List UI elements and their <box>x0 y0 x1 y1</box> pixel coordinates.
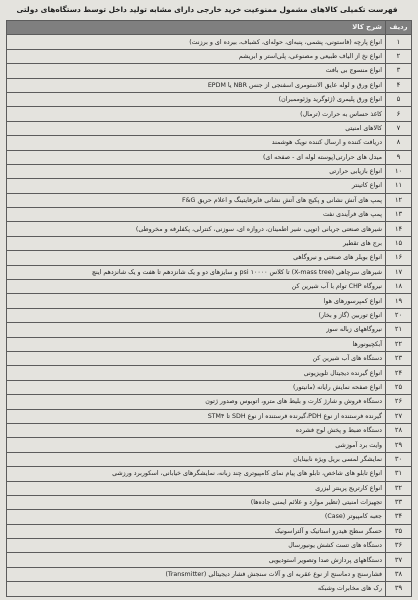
row-description: نیروگاه CHP توام با آب شیرین کن <box>7 280 386 294</box>
row-description: انواع توربین (گاز و بخار) <box>7 308 386 322</box>
row-description: تجهیزات امنیتی (تظیر موارد و علائم ایمنی جاده‌ها) <box>7 495 386 509</box>
row-number: ۳۵ <box>386 524 412 538</box>
row-description: رک های مخابرات وشبکه <box>7 582 386 596</box>
row-description: پمپ های آتش نشانی و پکیج های آتش نشانی فایرفایتینگ و اعلام حریق F&G <box>7 193 386 207</box>
row-description: انواع تابلو های شاخص، تابلو های پیام نمای کامپیوتری چند زبانه، نمایشگرهای خیابانی، اسکوربرد ورزشی <box>7 467 386 481</box>
row-number: ۳۱ <box>386 467 412 481</box>
row-number: ۲۳ <box>386 351 412 365</box>
row-description: دریافت کننده و ارسال کننده نویک هوشمند <box>7 136 386 150</box>
table-row <box>7 78 412 92</box>
row-description: آبکچیونورها <box>7 337 386 351</box>
table-row <box>7 193 412 207</box>
row-number: ۱۰ <box>386 164 412 178</box>
table-row <box>7 92 412 106</box>
table-row <box>7 395 412 409</box>
row-number: ۷ <box>386 121 412 135</box>
table-row <box>7 121 412 135</box>
row-description: دستگاههای پردازش صدا وتصویر استودیویی <box>7 553 386 567</box>
row-description: شیرهای صنعتی جریانی (توپی، شیر اطمینان، دروازه ای، سوزنی، کنترلی، پکفلرفه و مخروطی) <box>7 222 386 236</box>
row-number: ۶ <box>386 107 412 121</box>
row-number: ۱۹ <box>386 294 412 308</box>
row-description: نمایشگر لمسی بریل ویژه نابینایان <box>7 452 386 466</box>
row-number: ۳۰ <box>386 452 412 466</box>
table-row <box>7 380 412 394</box>
row-number: ۳۶ <box>386 539 412 553</box>
table-row <box>7 107 412 121</box>
table-row <box>7 150 412 164</box>
table-row <box>7 553 412 567</box>
row-description: گیرنده فرستنده از نوع PDH،گیرنده فرستنده از نوع SDH تا STM۴ <box>7 409 386 423</box>
row-description: فشارسنج و دماسنج از نوع عقربه ای و آلات سنجش فشار دیجیتالی (Transmitter) <box>7 567 386 581</box>
row-description: کاغذ حساس به حرارت (ترمال) <box>7 107 386 121</box>
row-number: ۳۹ <box>386 582 412 596</box>
row-number: ۱۸ <box>386 280 412 294</box>
row-description: جعبه کامپیوتر (Case) <box>7 510 386 524</box>
row-description: انواع ورق پلیمری (ژئوگرید وژئوممبران) <box>7 92 386 106</box>
row-number: ۲۹ <box>386 438 412 452</box>
row-number: ۳۷ <box>386 553 412 567</box>
table-row <box>7 409 412 423</box>
row-description: انواع بازیابی حرارتی <box>7 164 386 178</box>
row-description: انواع کاتینتر <box>7 179 386 193</box>
row-description: انواع ورق و لوله عایق الاستومری اسفنجی از جنس NBR یا EPDM <box>7 78 386 92</box>
row-number: ۲۵ <box>386 380 412 394</box>
row-number: ۳۲ <box>386 481 412 495</box>
row-number: ۱۲ <box>386 193 412 207</box>
table-row <box>7 49 412 63</box>
row-number: ۱۵ <box>386 236 412 250</box>
table-row <box>7 524 412 538</box>
row-number: ۱ <box>386 35 412 49</box>
row-description: انواع گیرنده دیجیتال تلویزیونی <box>7 366 386 380</box>
row-description: دستگاه ضبط و پخش لوح فشرده <box>7 423 386 437</box>
table-row <box>7 481 412 495</box>
row-description: وایت برد آموزشی <box>7 438 386 452</box>
row-number: ۵ <box>386 92 412 106</box>
row-number: ۲۱ <box>386 323 412 337</box>
row-number: ۲۴ <box>386 366 412 380</box>
table-row <box>7 308 412 322</box>
row-number: ۳۳ <box>386 495 412 509</box>
row-number: ۱۳ <box>386 208 412 222</box>
row-description: میدل های حرارتی(پوسته لوله ای - صفحه ای) <box>7 150 386 164</box>
row-number: ۳ <box>386 64 412 78</box>
row-description: پمپ های فرآیندی نفت <box>7 208 386 222</box>
row-number: ۲۶ <box>386 395 412 409</box>
table-row <box>7 539 412 553</box>
row-description: نیروگاههای زباله سوز <box>7 323 386 337</box>
table-row <box>7 467 412 481</box>
row-description: انواع صفحه نمایش رایانه (مانیتور) <box>7 380 386 394</box>
row-number: ۲ <box>386 49 412 63</box>
table-header-row <box>7 21 412 35</box>
table-row <box>7 495 412 509</box>
row-number: ۳۴ <box>386 510 412 524</box>
description-header: شرح کالا <box>7 21 386 35</box>
row-description: کالاهای امنیتی <box>7 121 386 135</box>
row-description: انواع پارچه (فاستونی، پشمی، پنبه‌ای، حوله‌ای، کشباف، بیرده ای و برزنت) <box>7 35 386 49</box>
row-description: حسگر سطح هیدرو استاتیک و آلتراسونیک <box>7 524 386 538</box>
table-row <box>7 510 412 524</box>
row-description: برج های تقطیر <box>7 236 386 250</box>
row-number: ۲۲ <box>386 337 412 351</box>
goods-table <box>6 20 412 597</box>
table-row <box>7 64 412 78</box>
table-row <box>7 423 412 437</box>
row-number: ۲۸ <box>386 423 412 437</box>
row-number: ۱۶ <box>386 251 412 265</box>
row-description: شیرهای سرچاهی (X-mass tree) تا کلاس psi ۱۰۰۰۰ و سایزهای دو و یک شانزدهم تا هفت و یک شانزدهم اینچ <box>7 265 386 279</box>
table-row <box>7 265 412 279</box>
row-number: ۲۰ <box>386 308 412 322</box>
row-description: انواع کارتریج پرینتر لیزری <box>7 481 386 495</box>
table-row <box>7 294 412 308</box>
row-description: انواع منسوج بی بافت <box>7 64 386 78</box>
document-title: فهرست تکمیلی کالاهای مشمول ممنوعیت خرید خارجی دارای مشابه تولید داخل توسط دستگاه‌های دولتی <box>16 5 398 14</box>
row-description: انواع نخ از الیاف طبیعی و مصنوعی، پلی‌استر و ابریشم <box>7 49 386 63</box>
table-row <box>7 222 412 236</box>
table-row <box>7 179 412 193</box>
table-row <box>7 35 412 49</box>
table-row <box>7 582 412 596</box>
row-number: ۱۱ <box>386 179 412 193</box>
table-row <box>7 567 412 581</box>
table-row <box>7 323 412 337</box>
table-row <box>7 337 412 351</box>
row-number: ۳۸ <box>386 567 412 581</box>
table-row <box>7 452 412 466</box>
table-row <box>7 366 412 380</box>
row-description: انواع بویلر های صنعتی و نیروگاهی <box>7 251 386 265</box>
row-description: دستگاه های آب شیرین کن <box>7 351 386 365</box>
table-row <box>7 438 412 452</box>
table-row <box>7 208 412 222</box>
table-row <box>7 136 412 150</box>
row-number: ۴ <box>386 78 412 92</box>
row-description: دستگاه های تست کشش یونیورسال <box>7 539 386 553</box>
row-number-header: ردیف <box>386 21 412 35</box>
row-description: دستگاه فروش و شارژ کارت و بلیط های مترو، اتوبوس وصدور ژتون <box>7 395 386 409</box>
row-number: ۱۴ <box>386 222 412 236</box>
row-number: ۲۷ <box>386 409 412 423</box>
row-description: انواع کمپرسورهای هوا <box>7 294 386 308</box>
row-number: ۸ <box>386 136 412 150</box>
table-row <box>7 164 412 178</box>
row-number: ۱۷ <box>386 265 412 279</box>
row-number: ۹ <box>386 150 412 164</box>
table-body <box>7 35 412 596</box>
table-row <box>7 236 412 250</box>
table-row <box>7 251 412 265</box>
table-row <box>7 280 412 294</box>
table-row <box>7 351 412 365</box>
